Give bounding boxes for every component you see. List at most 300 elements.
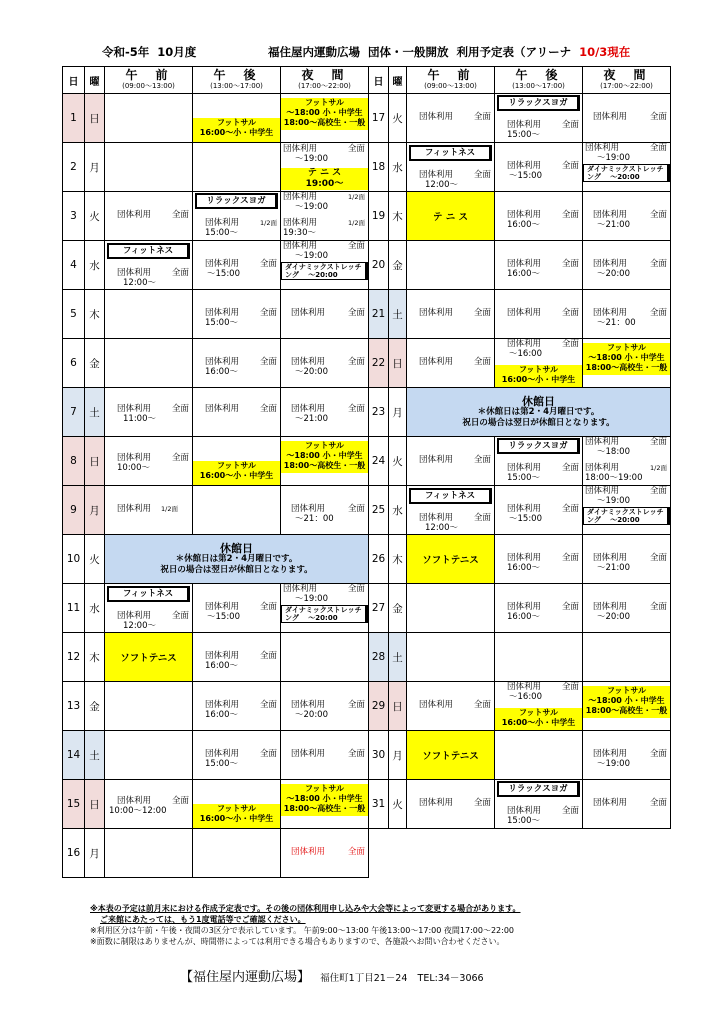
group-label: 団体利用 (117, 268, 152, 278)
time-range: 10:00～12:00 (109, 806, 167, 816)
day-of-week: 月 (85, 143, 105, 192)
group-label: 団体利用 (205, 259, 240, 269)
day-of-week: 火 (85, 192, 105, 241)
yoga-block: リラックスヨガ (497, 438, 580, 454)
closed-holiday-rule: 祝日の場合は翌日が休館日となります。 (160, 564, 313, 575)
time-range: 15:00～ (507, 130, 540, 140)
col-pm (193, 67, 281, 94)
group-label: 団体利用 (283, 144, 318, 154)
group-label: 団体利用 (585, 463, 620, 473)
group-use (419, 308, 492, 318)
time-range: ～18:00 (597, 447, 630, 457)
area-label: 全面 (347, 504, 365, 514)
table-row (369, 388, 671, 437)
day-of-week: 金 (85, 339, 105, 388)
group-use (507, 339, 580, 349)
footer-name: 【福住屋内運動広場】 (180, 970, 311, 985)
area-label: 全面 (561, 120, 579, 130)
table-row (63, 486, 369, 535)
slot-am (105, 192, 193, 241)
group-label: 団体利用 (507, 602, 542, 612)
closed-holiday-rule: 祝日の場合は翌日が休館日となります。 (462, 417, 615, 428)
group-label: 団体利用 (291, 357, 326, 367)
group-label: 団体利用 (507, 308, 542, 318)
slot-pm (193, 192, 281, 241)
day-number: 9 (63, 486, 85, 535)
slot-night (583, 437, 671, 486)
day-number: 14 (63, 731, 85, 780)
area-label: 全面 (473, 513, 491, 523)
time-range: ～21：00 (597, 318, 636, 328)
day-number: 27 (369, 584, 389, 633)
slot-pm (495, 780, 583, 829)
slot-am (407, 94, 495, 143)
group-use (593, 308, 668, 318)
table-row (63, 535, 369, 584)
slot-am (105, 143, 193, 192)
day-number: 11 (63, 584, 85, 633)
slot-am (407, 192, 495, 241)
closed-rule: ＊休館日は第2・4月曜日です。 (477, 406, 600, 417)
area-label: 全面 (561, 504, 579, 514)
area-label: 全面 (561, 463, 579, 473)
group-use (419, 112, 492, 122)
slot-night (281, 143, 369, 192)
col-pm-label: 午後 (515, 68, 576, 82)
slot-pm (495, 682, 583, 731)
area-label: 全面 (649, 210, 667, 220)
group-use (205, 651, 278, 661)
group-use (283, 144, 366, 154)
time-range: ～21:00 (295, 414, 328, 424)
group-label: 団体利用 (283, 218, 318, 228)
day-number: 15 (63, 780, 85, 829)
area-label: 全面 (259, 651, 277, 661)
slot-am (105, 633, 193, 682)
area-label: 全面 (347, 847, 365, 857)
slot-am (407, 290, 495, 339)
group-label: 団体利用 (117, 453, 152, 463)
time-range: 15:00～ (205, 318, 238, 328)
table-row (369, 290, 671, 339)
futsal-block (281, 441, 368, 473)
futsal-block (495, 365, 582, 387)
area-label: 全面 (347, 357, 365, 367)
slot-pm (495, 241, 583, 290)
time-range: 15:00～ (205, 759, 238, 769)
area-label: 全面 (347, 308, 365, 318)
group-label: 団体利用 (205, 749, 240, 759)
slot-pm (495, 584, 583, 633)
futsal-time: 18:00～高校生・一般 (283, 804, 366, 813)
day-of-week: 月 (389, 388, 407, 437)
group-label: 団体利用 (205, 602, 240, 612)
group-use (283, 192, 366, 202)
group-use (507, 463, 580, 473)
area-label: 全面 (649, 749, 667, 759)
time-range: 16:00～ (507, 612, 540, 622)
time-range: 16:00～ (507, 269, 540, 279)
slot-am (407, 682, 495, 731)
col-pm-label: 午後 (213, 68, 274, 82)
table-row (369, 241, 671, 290)
time-range: ～21:00 (597, 563, 630, 573)
slot-am (105, 780, 193, 829)
day-number: 22 (369, 339, 389, 388)
table-row (63, 829, 369, 878)
area-label: 全面 (649, 259, 667, 269)
as-of-date: 10/3現在 (579, 45, 631, 59)
group-label: 団体利用 (419, 357, 454, 367)
slot-pm (495, 731, 583, 780)
note-3: ※利用区分は午前・午後・夜間の3区分で表示しています。 午前9:00～13:00 午後13:00～17:00 夜間17:00～22:00 (90, 926, 515, 935)
group-label: 団体利用 (507, 463, 542, 473)
time-range: 12:00～ (425, 180, 458, 190)
time-range: 12:00～ (123, 278, 156, 288)
slot-night (583, 633, 671, 682)
area-label: 全面 (473, 112, 491, 122)
group-label: 団体利用 (291, 847, 326, 857)
area-label: 1/2面 (161, 505, 178, 513)
futsal-label: フットサル (304, 441, 345, 450)
futsal-label: フットサル (216, 118, 257, 127)
slot-am (407, 780, 495, 829)
area-label: 1/2面 (650, 464, 667, 472)
stretch-time: ング ～20:00 (587, 173, 640, 181)
day-number: 30 (369, 731, 389, 780)
footer-tel: TEL:34－3066 (417, 973, 484, 984)
group-use (419, 513, 492, 523)
slot-pm (193, 241, 281, 290)
time-range: 12:00～ (123, 621, 156, 631)
softtennis-block: ソフトテニス (407, 535, 494, 583)
day-number: 10 (63, 535, 85, 584)
time-range: ～20:00 (295, 710, 328, 720)
table-row (63, 290, 369, 339)
area-label: 全面 (171, 453, 189, 463)
day-number: 28 (369, 633, 389, 682)
day-of-week: 金 (389, 584, 407, 633)
group-use (283, 218, 366, 228)
day-of-week: 日 (85, 780, 105, 829)
yoga-block: リラックスヨガ (195, 193, 278, 209)
facility-title: 福住屋内運動広場 (268, 45, 360, 59)
group-use (205, 357, 278, 367)
slot-am (105, 584, 193, 633)
day-of-week: 火 (389, 94, 407, 143)
stretch-block (281, 605, 368, 623)
group-label: 団体利用 (291, 700, 326, 710)
futsal-time: ～18:00 小・中学生 (286, 451, 363, 460)
area-label: 全面 (259, 308, 277, 318)
group-use (205, 404, 278, 414)
futsal-time: 16:00～小・中学生 (501, 718, 576, 727)
time-range: ～16:00 (509, 349, 542, 359)
time-range: 15:00～ (507, 473, 540, 483)
area-label: 全面 (561, 682, 579, 692)
group-label: 団体利用 (593, 553, 628, 563)
group-use (291, 308, 366, 318)
table-row (369, 682, 671, 731)
area-label: 全面 (259, 404, 277, 414)
area-label: 全面 (473, 700, 491, 710)
table-row (369, 143, 671, 192)
closed-day-notice (105, 535, 369, 584)
day-of-week: 月 (85, 486, 105, 535)
group-label: 団体利用 (205, 218, 240, 228)
slot-night (281, 339, 369, 388)
futsal-time: 18:00～高校生・一般 (585, 363, 668, 372)
day-number: 3 (63, 192, 85, 241)
futsal-time: ～18:00 小・中学生 (286, 108, 363, 117)
note-4: ※面数に制限はありませんが、時間帯によっては利用できる場合もありますので、各施設へお問い合わせください。 (90, 937, 505, 946)
day-of-week: 日 (389, 339, 407, 388)
col-am (407, 67, 495, 94)
group-use (291, 700, 366, 710)
group-label: 団体利用 (593, 749, 628, 759)
group-use (291, 749, 366, 759)
header-title (268, 44, 630, 60)
group-use (419, 798, 492, 808)
group-use (585, 143, 668, 153)
day-of-week: 日 (85, 437, 105, 486)
group-use (283, 584, 366, 594)
fitness-block: フィットネス (107, 586, 190, 602)
slot-pm (193, 829, 281, 878)
slot-night (583, 94, 671, 143)
time-range: ～21:00 (597, 220, 630, 230)
stretch-block (583, 164, 670, 182)
slot-night (281, 486, 369, 535)
slot-pm (193, 339, 281, 388)
day-number: 8 (63, 437, 85, 486)
slot-pm (193, 731, 281, 780)
time-range: 18:00～19:00 (585, 473, 643, 483)
group-label: 団体利用 (117, 796, 152, 806)
group-use (507, 210, 580, 220)
time-range: ～19:00 (597, 496, 630, 506)
area-label: 全面 (473, 455, 491, 465)
group-label: 団体利用 (419, 455, 454, 465)
area-label: 全面 (171, 404, 189, 414)
day-of-week: 土 (85, 388, 105, 437)
note-2: ご来館にあたっては、もう1度電話等でご確認ください。 (100, 915, 306, 924)
area-label: 全面 (347, 749, 365, 759)
group-use (205, 700, 278, 710)
day-of-week: 金 (85, 682, 105, 731)
group-use (593, 553, 668, 563)
slot-pm (495, 339, 583, 388)
slot-pm (193, 584, 281, 633)
slot-pm (193, 290, 281, 339)
yoga-block: リラックスヨガ (497, 95, 580, 111)
futsal-label: フットサル (304, 784, 345, 793)
stretch-block (583, 507, 670, 525)
slot-night (583, 584, 671, 633)
group-label: 団体利用 (593, 112, 628, 122)
group-use (507, 161, 580, 171)
futsal-time: 18:00～高校生・一般 (283, 118, 366, 127)
day-of-week: 月 (85, 829, 105, 878)
group-label: 団体利用 (205, 404, 240, 414)
group-use (117, 611, 190, 621)
day-number: 31 (369, 780, 389, 829)
group-use (291, 847, 366, 857)
futsal-label: フットサル (518, 708, 559, 717)
softtennis-block: ソフトテニス (105, 633, 192, 681)
slot-night (583, 241, 671, 290)
group-use (205, 602, 278, 612)
area-label: 全面 (649, 437, 667, 447)
time-range: 16:00～ (205, 710, 238, 720)
area-label: 全面 (171, 268, 189, 278)
table-row (369, 339, 671, 388)
area-label: 全面 (347, 404, 365, 414)
table-row (63, 94, 369, 143)
slot-pm (193, 388, 281, 437)
group-use (117, 210, 190, 220)
group-use (507, 602, 580, 612)
tennis-time: 19:00～ (305, 179, 344, 189)
group-use (507, 259, 580, 269)
slot-am (407, 535, 495, 584)
area-label: 全面 (561, 339, 579, 349)
col-am-time: (09:00～13:00) (424, 82, 477, 90)
schedule-label: 利用予定表（アリーナ (456, 45, 572, 59)
group-use (593, 749, 668, 759)
futsal-block (193, 118, 280, 142)
day-number: 21 (369, 290, 389, 339)
slot-pm (495, 437, 583, 486)
table-row (63, 143, 369, 192)
fitness-block: フィットネス (409, 488, 492, 504)
group-label: 団体利用 (419, 308, 454, 318)
closed-rule: ＊休館日は第2・4月曜日です。 (175, 553, 298, 564)
slot-pm (193, 143, 281, 192)
day-number: 26 (369, 535, 389, 584)
group-label: 団体利用 (507, 339, 542, 349)
group-use (205, 308, 278, 318)
table-row (63, 192, 369, 241)
footer (180, 966, 484, 985)
day-number: 25 (369, 486, 389, 535)
area-label: 全面 (347, 144, 365, 154)
slot-am (407, 437, 495, 486)
col-night-time: (17:00～22:00) (600, 82, 653, 90)
slot-am (105, 682, 193, 731)
group-use (585, 463, 668, 473)
futsal-block (281, 98, 368, 130)
slot-am (407, 584, 495, 633)
table-row (63, 633, 369, 682)
table-row (369, 731, 671, 780)
table-row (369, 633, 671, 682)
time-range: 19:30～ (283, 228, 316, 238)
slot-night (281, 584, 369, 633)
time-range: ～19:00 (295, 251, 328, 261)
slot-night (583, 290, 671, 339)
futsal-time: 16:00～小・中学生 (199, 128, 274, 137)
day-number: 12 (63, 633, 85, 682)
slot-night (583, 731, 671, 780)
slot-pm (495, 535, 583, 584)
area-label: 全面 (561, 210, 579, 220)
slot-am (407, 143, 495, 192)
group-use (593, 112, 668, 122)
area-label: 全面 (649, 308, 667, 318)
stretch-label: ダイナミックストレッチ (285, 263, 362, 271)
table-row (63, 584, 369, 633)
group-label: 団体利用 (205, 308, 240, 318)
group-label: 団体利用 (585, 486, 620, 496)
stretch-label: ダイナミックストレッチ (587, 165, 664, 173)
col-am-label: 午前 (427, 68, 488, 82)
area-label: 全面 (259, 700, 277, 710)
group-label: 団体利用 (291, 504, 326, 514)
slot-pm (495, 290, 583, 339)
time-range: 16:00～ (205, 367, 238, 377)
futsal-time: ～18:00 小・中学生 (588, 353, 665, 362)
table-row (369, 535, 671, 584)
slot-am (105, 731, 193, 780)
day-of-week: 木 (85, 290, 105, 339)
slot-night (583, 535, 671, 584)
slot-pm (495, 94, 583, 143)
day-of-week: 土 (389, 633, 407, 682)
slot-pm (193, 437, 281, 486)
area-label: 全面 (171, 210, 189, 220)
day-of-week: 木 (85, 633, 105, 682)
table-row (63, 682, 369, 731)
day-number: 2 (63, 143, 85, 192)
group-use (419, 700, 492, 710)
day-of-week: 火 (389, 437, 407, 486)
day-number: 5 (63, 290, 85, 339)
slot-pm (495, 143, 583, 192)
slot-pm (193, 780, 281, 829)
closed-day-notice (407, 388, 671, 437)
slot-night (281, 829, 369, 878)
group-use (291, 357, 366, 367)
group-use (117, 268, 190, 278)
table-row (369, 94, 671, 143)
slot-night (281, 731, 369, 780)
group-use (593, 210, 668, 220)
header-row (63, 67, 369, 94)
group-use (507, 806, 580, 816)
time-range: 15:00～ (507, 816, 540, 826)
group-use (117, 504, 190, 514)
col-night-label: 夜間 (603, 68, 664, 82)
group-label: 団体利用 (283, 584, 318, 594)
futsal-label: フットサル (216, 461, 257, 470)
slot-night (583, 780, 671, 829)
group-label: 団体利用 (507, 120, 542, 130)
col-dow: 曜 (389, 67, 407, 94)
group-label: 団体利用 (283, 192, 318, 202)
slot-pm (193, 94, 281, 143)
slot-night (281, 633, 369, 682)
group-label: 団体利用 (419, 112, 454, 122)
day-of-week: 土 (85, 731, 105, 780)
area-label: 全面 (561, 806, 579, 816)
futsal-block (193, 461, 280, 485)
futsal-block (583, 686, 670, 718)
group-use (593, 259, 668, 269)
time-range: ～19:00 (597, 153, 630, 163)
group-use (205, 749, 278, 759)
slot-am (105, 486, 193, 535)
